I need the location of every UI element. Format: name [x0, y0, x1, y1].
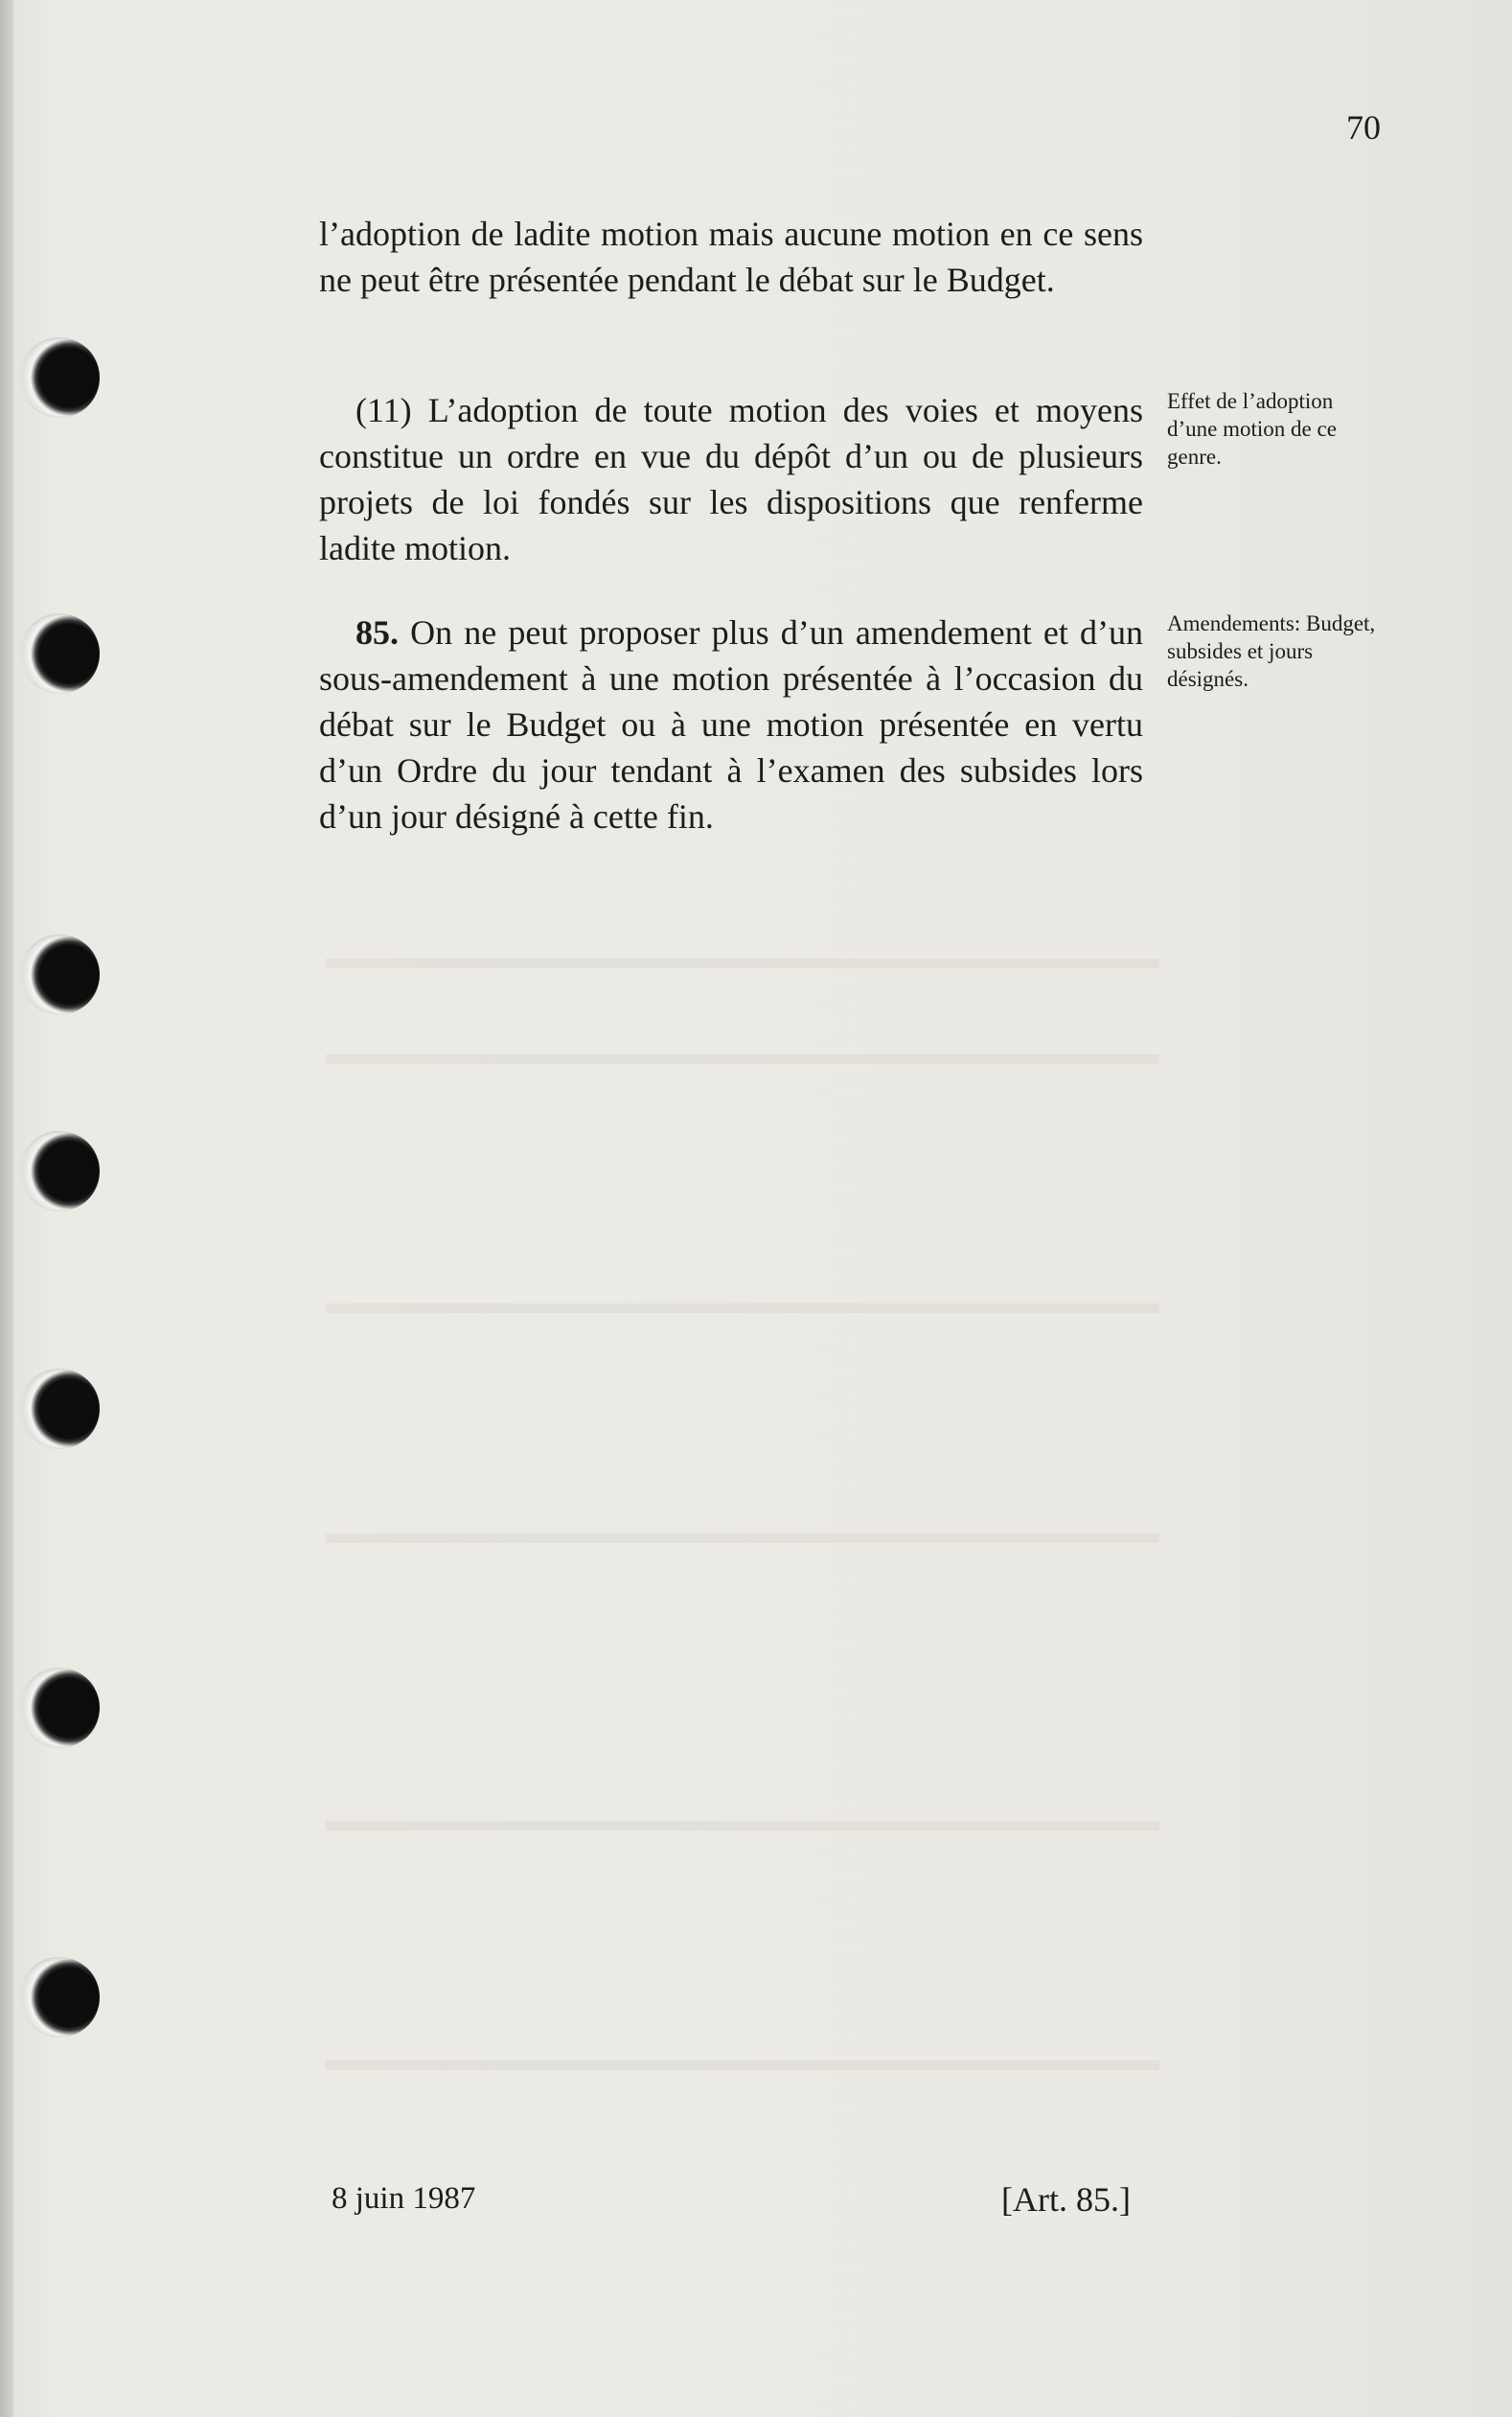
article-number: 85.	[355, 613, 399, 652]
marginal-note-effect: Effet de l’adoption d’une motion de ce genre.	[1167, 389, 1337, 469]
paragraph-continuation: l’adoption de ladite motion mais aucune motion en ce sens ne peut être présentée pendant le débat sur le Budget.	[319, 215, 1143, 299]
bleed-through	[326, 958, 1159, 968]
punch-hole-3	[19, 934, 100, 1015]
binding-edge	[0, 0, 13, 2417]
punch-hole-7	[19, 1957, 100, 2037]
punch-hole-1	[19, 337, 100, 418]
punch-hole-2	[19, 613, 100, 694]
punch-hole-5	[19, 1369, 100, 1449]
marginal-note-amendments: Amendements: Budget, subsides et jours désignés.	[1167, 611, 1376, 691]
punch-hole-4	[19, 1131, 100, 1211]
paragraph-subsection-11: (11) L’adoption de toute motion des voies et moyens constitue un ordre en vue du dépôt d’un ou de plusieurs projets de loi fondés sur les dispositions que renferme ladite motion.	[319, 391, 1143, 567]
footer-date: 8 juin 1987	[332, 2181, 476, 2216]
punch-hole-6	[19, 1668, 100, 1748]
page-number: 70	[1346, 108, 1381, 147]
footer-article: [Art. 85.]	[1001, 2180, 1131, 2219]
bleed-through	[326, 1533, 1159, 1543]
bleed-through	[326, 1054, 1159, 1064]
bleed-through	[326, 1821, 1159, 1830]
bleed-through	[326, 1303, 1159, 1313]
paragraph-article-85	[319, 610, 1143, 840]
bleed-through	[326, 2060, 1159, 2070]
article-85-text: On ne peut proposer plus d’un amendement et d’un sous-amendement à une motion présentée à l’occasion du débat sur le Budget ou à une motion présentée en vertu d’un Ordre du jour tendant à l’examen des subsides lors d’un jour désigné à cette fin.	[319, 613, 1143, 836]
